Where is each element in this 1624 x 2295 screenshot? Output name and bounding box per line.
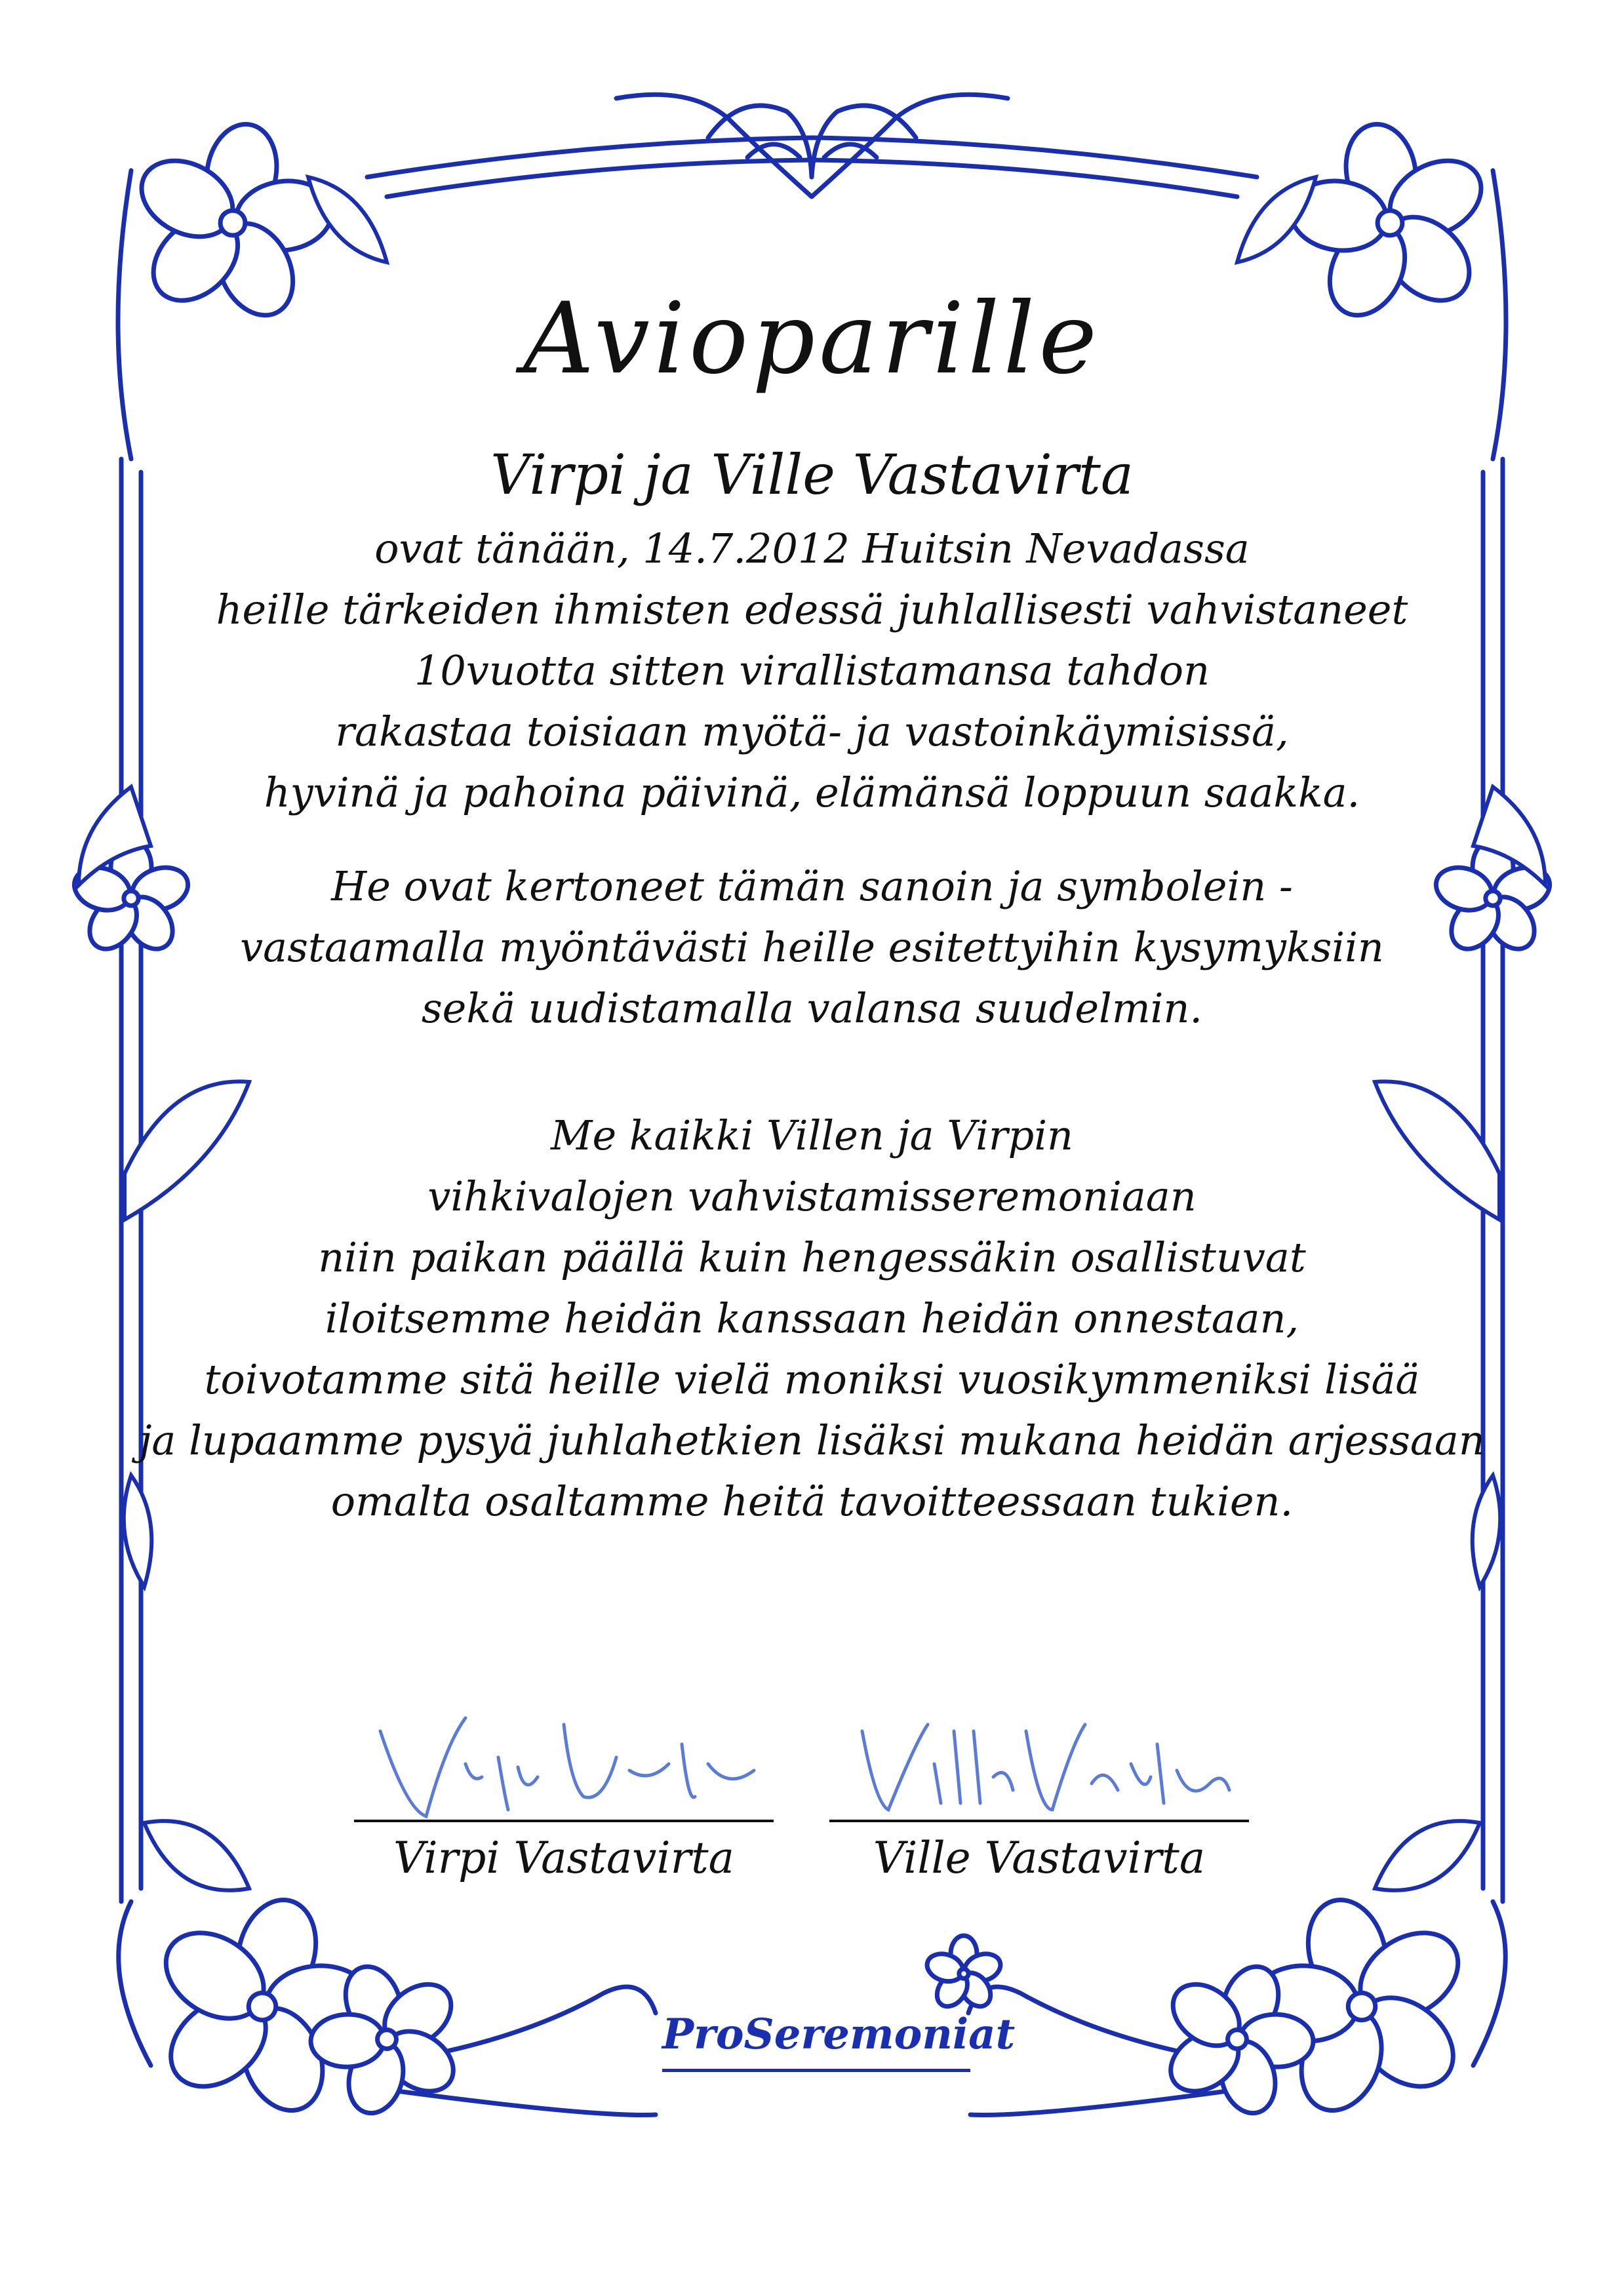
body-line: iloitsemme heidän kanssaan heidän onnestaan, [325,1294,1299,1342]
body-line: ovat tänään, 14.7.2012 Huitsin Nevadassa [374,525,1250,572]
signature-line-left [354,1820,774,1822]
body-line: hyvinä ja pahoina päivinä, elämänsä loppuun saakka. [264,768,1360,816]
body-line: Me kaikki Villen ja Virpin [551,1111,1073,1159]
body-line: vastaamalla myöntävästi heille esitettyihin kysymyksiin [240,923,1384,971]
leaf-ornament-icon [1375,1821,1480,1890]
printed-name-left: Virpi Vastavirta [393,1833,734,1883]
top-center-ornament [616,94,1008,197]
body-line: sekä uudistamalla valansa suudelmin. [421,984,1203,1032]
signature-line-right [829,1820,1249,1822]
signature-right [829,1679,1249,1883]
body-line: omalta osaltamme heitä tavoitteessaan tukien. [330,1477,1294,1525]
body-line: niin paikan päällä kuin hengessäkin osallistuvat [318,1233,1306,1281]
couple-names: Virpi ja Ville Vastavirta [490,443,1134,507]
body-line: rakastaa toisiaan myötä- ja vastoinkäymisissä, [335,708,1289,755]
page-title: Avioparille [523,282,1101,396]
signature-left [354,1679,774,1883]
body-line: ja lupaamme pysyä juhlahetkien lisäksi mukana heidän arjessaan [139,1416,1485,1464]
handwritten-signature-left [354,1705,774,1826]
logo-underline [662,2069,970,2072]
body-line: He ovat kertoneet tämän sanoin ja symbolein - [331,862,1293,910]
leaf-ornament-icon [144,1821,249,1890]
handwritten-signature-right [829,1705,1249,1826]
body-line: heille tärkeiden ihmisten edessä juhlallisesti vahvistaneet [216,586,1408,633]
flower-ornament-icon [924,1936,1004,2012]
body-line: 10vuotta sitten virallistamansa tahdon [414,647,1210,694]
proseremoniat-logo [662,2003,1016,2082]
printed-name-right: Ville Vastavirta [873,1833,1206,1883]
body-line: vihkivalojen vahvistamisseremoniaan [427,1172,1197,1220]
logo-text: ProSeremoniat [662,2010,1016,2059]
body-line: toivotamme sitä heille vielä moniksi vuosikymmeniksi lisää [204,1355,1420,1403]
